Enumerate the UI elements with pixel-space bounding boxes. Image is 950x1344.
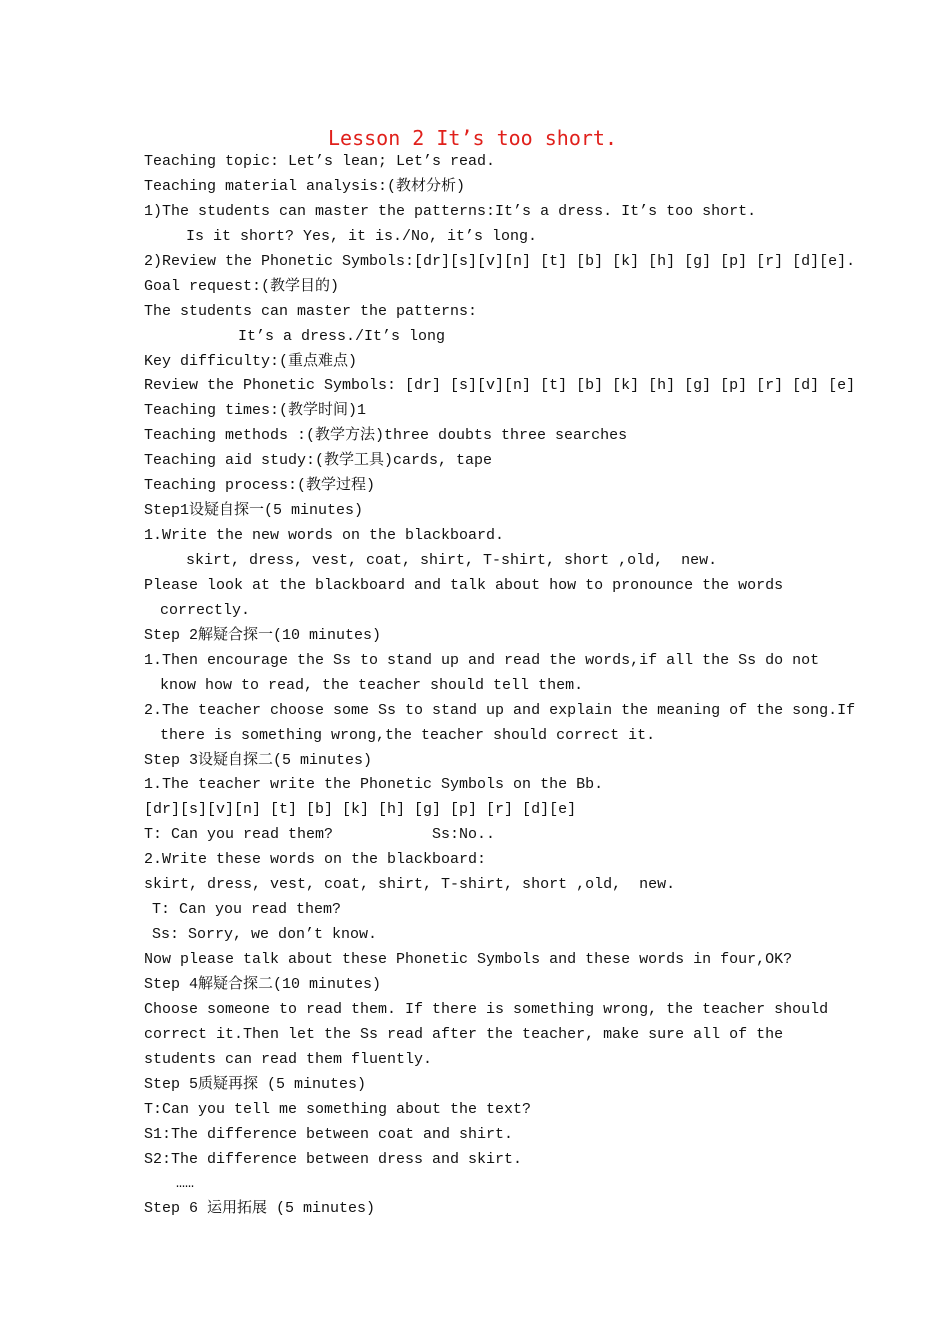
step-1-item-1: 1.Write the new words on the blackboard. <box>144 527 505 545</box>
analysis-point-1-cont: Is it short? Yes, it is./No, it’s long. <box>186 227 538 245</box>
teaching-topic: Teaching topic: Let’s lean; Let’s read. <box>144 153 496 170</box>
step-2-item-1: 1.Then encourage the Ss to stand up and read the words,if all the Ss do not <box>144 651 820 669</box>
step-3-dialogue-2: T: Can you read them? <box>152 901 342 919</box>
step-1-instruction-cont: correctly. <box>160 601 251 619</box>
step-4-text-2: correct it.Then let the Ss read after the teacher, make sure all of the <box>144 1025 784 1043</box>
teaching-methods: Teaching methods :(教学方法)three doubts three searches <box>144 427 628 445</box>
step-5-heading: Step 5质疑再探 (5 minutes) <box>144 1075 367 1093</box>
teaching-times: Teaching times:(教学时间)1 <box>144 402 367 420</box>
step-2-heading: Step 2解疑合探一(10 minutes) <box>144 626 382 644</box>
step-4-text-1: Choose someone to read them. If there is something wrong, the teacher should <box>144 1000 829 1018</box>
step-3-instruction: Now please talk about these Phonetic Symbols and these words in four,OK? <box>144 951 793 968</box>
step-1-instruction: Please look at the blackboard and talk about how to pronounce the words <box>144 576 784 594</box>
step-3-dialogue-1: T: Can you read them? Ss:No.. <box>144 826 496 844</box>
step-2-item-2: 2.The teacher choose some Ss to stand up and explain the meaning of the song.If <box>144 701 856 719</box>
step-4-text-3: students can read them fluently. <box>144 1050 433 1068</box>
lesson-title: Lesson 2 It’s too short. <box>328 126 617 150</box>
document-body <box>144 150 856 1222</box>
step-5-ellipsis: …… <box>176 1175 195 1193</box>
step-6-heading: Step 6 运用拓展 (5 minutes) <box>144 1200 376 1218</box>
step-3-symbols: [dr][s][v][n] [t] [b] [k] [h] [g] [p] [r] [d][e] <box>144 801 577 819</box>
key-difficulty-heading: Key difficulty:(重点难点) <box>144 352 358 370</box>
step-5-question: T:Can you tell me something about the text? <box>144 1100 532 1118</box>
goal-request-text: The students can master the patterns: <box>144 302 478 320</box>
step-5-answer-2: S2:The difference between dress and skirt. <box>144 1150 523 1168</box>
material-analysis-heading: Teaching material analysis:(教材分析) <box>144 177 466 195</box>
key-difficulty-text: Review the Phonetic Symbols: [dr] [s][v][n] [t] [b] [k] [h] [g] [p] [r] [d] [e] <box>144 377 856 395</box>
step-3-item-1: 1.The teacher write the Phonetic Symbols on the Bb. <box>144 776 604 794</box>
step-2-item-1-cont: know how to read, the teacher should tell them. <box>160 676 584 694</box>
analysis-point-1: 1)The students can master the patterns:It’s a dress. It’s too short. <box>144 202 757 220</box>
goal-request-patterns: It’s a dress./It’s long <box>238 327 446 345</box>
step-5-answer-1: S1:The difference between coat and shirt. <box>144 1125 514 1143</box>
step-1-words: skirt, dress, vest, coat, shirt, T-shirt, short ,old, new. <box>186 552 718 569</box>
teaching-process-heading: Teaching process:(教学过程) <box>144 477 376 495</box>
step-2-item-2-cont: there is something wrong,the teacher should correct it. <box>160 726 656 744</box>
step-3-item-2: 2.Write these words on the blackboard: <box>144 851 487 869</box>
teaching-aid: Teaching aid study:(教学工具)cards, tape <box>144 452 493 470</box>
step-1-heading: Step1设疑自探一(5 minutes) <box>144 502 364 520</box>
step-4-heading: Step 4解疑合探二(10 minutes) <box>144 975 382 993</box>
goal-request-heading: Goal request:(教学目的) <box>144 277 340 295</box>
analysis-point-2: 2)Review the Phonetic Symbols:[dr][s][v][n] [t] [b] [k] [h] [g] [p] [r] [d][e]. <box>144 252 856 270</box>
step-3-words: skirt, dress, vest, coat, shirt, T-shirt, short ,old, new. <box>144 876 676 894</box>
step-3-dialogue-3: Ss: Sorry, we don’t know. <box>152 926 378 944</box>
step-3-heading: Step 3设疑自探二(5 minutes) <box>144 751 373 769</box>
